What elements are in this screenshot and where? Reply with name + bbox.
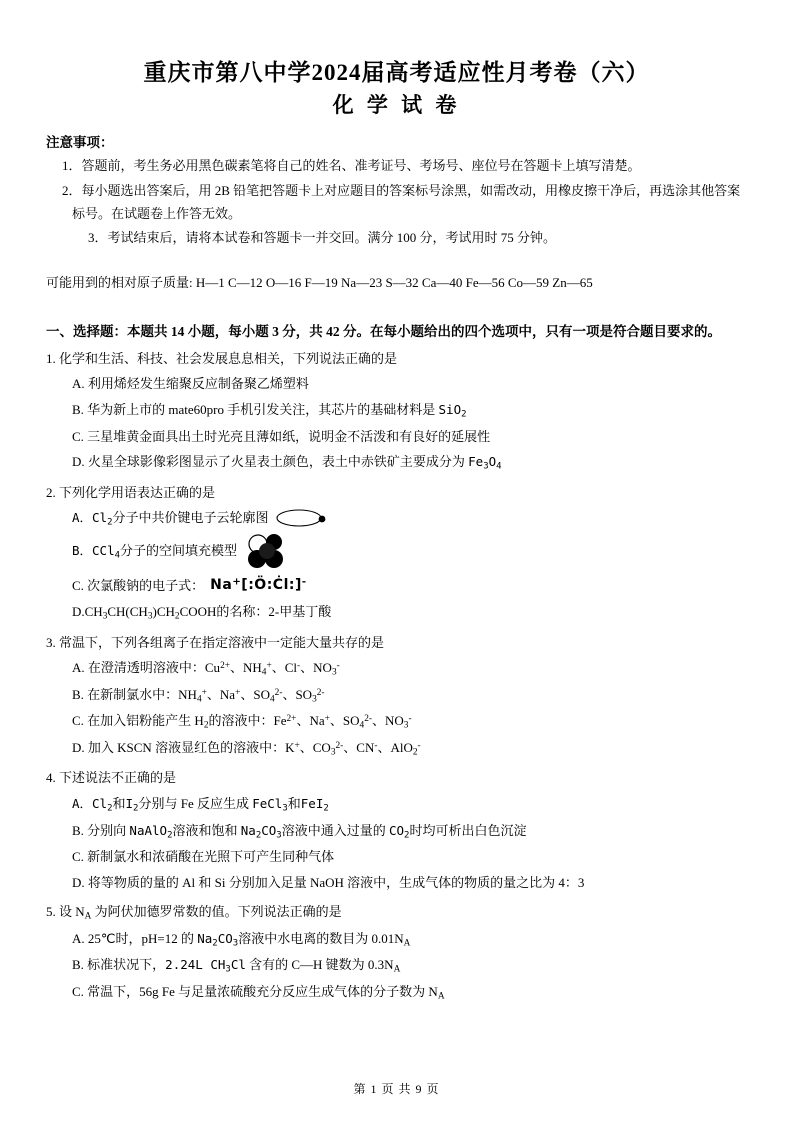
option-b[interactable] (46, 532, 747, 572)
question-4 (46, 765, 747, 895)
page-subtitle: 化 学 试 卷 (332, 93, 461, 117)
option-a[interactable]: A. 25℃时，pH=12 的 $Na_2CO_3$溶液中水电离的数目为 $0.01N_A$ (72, 930, 411, 948)
notice-heading: 注意事项： (46, 135, 114, 150)
option-a[interactable]: A．$Cl_2$和$I_2$分别与 Fe 反应生成 FeCl$_3$和FeI$_2$ (72, 795, 329, 813)
question-2 (46, 480, 747, 626)
option-c[interactable] (46, 572, 747, 599)
question-5 (46, 899, 747, 1006)
atomic-mass-line: 可能用到的相对原子质量: H—1 C—12 O—16 F—19 Na—23 S—32 Ca—40 Fe—56 Co—59 Zn—65 (46, 275, 593, 290)
option-b[interactable]: B. 在新制氯水中：$NH_4^+$、Na+、$SO_4^{2-}$、$SO_3^{2-}$ (72, 686, 325, 704)
section-heading (46, 320, 747, 340)
section-text: 本题共 14 小题，每小题 3 分，共 42 分。在每小题给出的四个选项中，只有一项是符合题目要求的。 (127, 324, 721, 340)
page-title: 重庆市第八中学2024届高考适应性月考卷（六） (143, 60, 650, 85)
cl2-orbital-icon (275, 507, 331, 529)
option-d[interactable]: D. 将等物质的量的 Al 和 Si 分别加入足量 NaOH 溶液中，生成气体的物质的量之比为 4：3 (72, 874, 585, 890)
question-stem: 1. 化学和生活、科技、社会发展息息相关，下列说法正确的是 (46, 351, 398, 367)
option-a[interactable]: A. 利用烯烃发生缩聚反应制备聚乙烯塑料 (72, 376, 309, 392)
option-c-text: C. 次氯酸钠的电子式： (72, 577, 205, 593)
ccl4-spacefill-icon (243, 532, 295, 572)
option-c[interactable]: C. 在加入铝粉能产生 $H_2$的溶液中：$Fe^{2+}$、Na+、$SO_4^{2-}$、$NO_3^-$ (72, 713, 412, 731)
question-stem: 2. 下列化学用语表达正确的是 (46, 484, 216, 500)
option-c[interactable]: C. 三星堆黄金面具出土时光亮且薄如纸，说明金不活泼和有良好的延展性 (72, 428, 491, 444)
naclo-lewis-structure-icon: Na+[:Ö:Ċl:]- (210, 576, 307, 593)
question-stem: 5. 设 $N_A$ 为阿伏加德罗常数的值。下列说法正确的是 (46, 904, 342, 922)
option-d[interactable]: $D.CH_3CH(CH_3)CH_2COOH$的名称：2-甲基丁酸 (72, 604, 332, 622)
option-c[interactable]: C. 常温下，56g Fe 与足量浓硫酸充分反应生成气体的分子数为 $N_A$ (72, 984, 445, 1002)
option-b-text: B．CCl$_4$分子的空间填充模型 (72, 543, 238, 561)
option-a-text: A．$Cl_2$分子中共价键电子云轮廓图 (72, 510, 269, 528)
option-a[interactable]: A. 在澄清透明溶液中：$Cu^{2+}$、$NH_4^+$、Cl-、$NO_3^-$ (72, 660, 340, 678)
option-c[interactable]: C. 新制氯水和浓硝酸在光照下可产生同种气体 (72, 849, 335, 865)
notice-item-1: 1．答题前，考生务必用黑色碳素笔将自己的姓名、准考证号、考场号、座位号在答题卡上填写清楚。 (62, 158, 641, 173)
question-1 (46, 346, 747, 476)
option-d[interactable]: D. 火星全球影像彩图显示了火星表土颜色，表土中赤铁矿主要成分为 $Fe_3O_4$ (72, 453, 502, 472)
notice-item-3: 3．考试结束后，请将本试卷和答题卡一并交回。满分 100 分，考试用时 75 分钟。 (88, 230, 557, 246)
option-b[interactable]: B. 标准状况下，2.24L $CH_3Cl$ 含有的 C—H 键数为 $0.3N_A$ (72, 957, 401, 975)
option-d[interactable]: D. 加入 KSCN 溶液显红色的溶液中：K+、$CO_3^{2-}$、CN-、AlO$_2$- (72, 739, 421, 758)
option-b[interactable]: B. 华为新上市的 mate60pro 手机引发关注，其芯片的基础材料是 SiO$_2$ (72, 401, 467, 420)
page-footer: 第 1 页 共 9 页 (353, 1082, 440, 1096)
option-b[interactable]: B. 分别向 NaAlO$_2$溶液和饱和 $Na_2CO_3$溶液中通入过量的 $CO_2$时均可析出白色沉淀 (72, 822, 527, 840)
question-stem: 4. 下述说法不正确的是 (46, 770, 177, 786)
question-3 (46, 630, 747, 762)
notice-item-2: 2．每小题选出答案后，用 2B 铅笔把答题卡上对应题目的答案标号涂黑，如需改动，用橡皮擦干净后，再选涂其他答案标号。在试题卷上作答无效。 (62, 182, 741, 221)
section-label: 一、选择题： (46, 324, 127, 340)
question-stem: 3. 常温下，下列各组离子在指定溶液中一定能大量共存的是 (46, 634, 385, 650)
option-a[interactable] (46, 505, 747, 532)
